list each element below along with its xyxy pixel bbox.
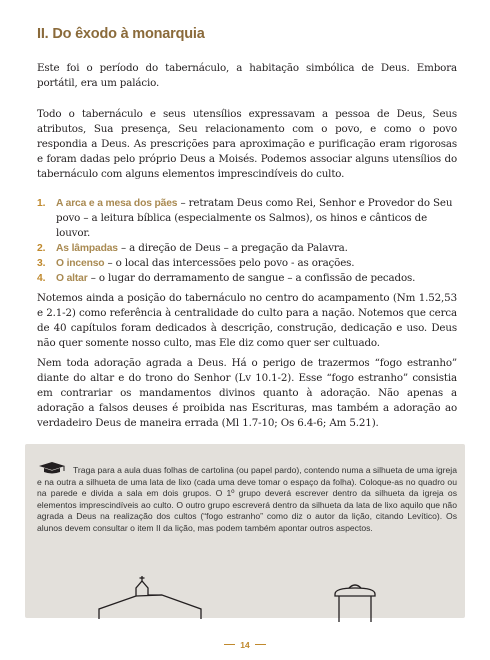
paragraph-intro [37,61,457,91]
footer-dash-left [224,644,235,646]
activity-text: Traga para a aula duas folhas de cartolina (ou papel pardo), contendo numa a silhueta de uma igreja e na outra a silhueta de uma lata de lixo (cada uma deve tomar o espaço da folha). Coloque-as no quadro ou na parede e divida a sala em dois grupos. O 1º grupo deverá escrever dentro da silhueta da igreja os elementos imprescindíveis ao culto. O outro grupo escreverá dentro da silhueta da lata de lixo aquilo que não agrada a Deus na realização dos cultos (“fogo estranho” como diz o autor da lição, citando Levítico). Os alunos devem consultar o item II da lição, mas podem também apontar outros aspectos. [37,465,457,533]
church-silhouette-icon [98,576,202,620]
paragraph-centrality [37,291,457,351]
graduation-cap-icon [37,462,67,474]
list-item [37,241,462,256]
paragraph-strange-fire [37,356,457,431]
footer-dash-right [255,644,266,646]
list-term: O altar [56,273,88,284]
list-text: – retratam Deus como Rei, Senhor e Provedor do Seu povo – a leitura bíblica (especialmente os Salmos), os hinos e cânticos de louvor. [56,197,453,239]
list-term: A arca e a mesa dos pães [56,198,178,209]
section-heading: II. Do êxodo à monarquia [37,26,205,42]
trash-can-silhouette-icon [332,582,378,622]
utensils-list [37,196,462,286]
list-term: O incenso [56,258,105,269]
list-text: – o lugar do derramamento de sangue – a confissão de pecados. [87,272,416,284]
list-item [37,196,462,241]
paragraph-text: Este foi o período do tabernáculo, a habitação simbólica de Deus. Embora portátil, era um palácio. [37,62,457,89]
list-item [37,271,462,286]
paragraph-text: Notemos ainda a posição do tabernáculo no centro do acampamento (Nm 1.52,53 e 2.1-2) como referência à centralidade do culto para a nação. Notemos que cerca de 40 capítulos foram dedicados à descrição, construção, dedicação e uso. Deus não quer somente nosso culto, mas Ele diz como quer ser cultuado. [37,292,457,349]
list-number: 4. [37,273,46,284]
list-term: As lâmpadas [56,243,118,254]
page-number: 14 [240,640,250,650]
list-text: – o local das intercessões pelo povo - as orações. [104,257,355,269]
list-item [37,256,462,271]
list-number: 2. [37,243,46,254]
list-number: 3. [37,258,46,269]
paragraph-text: Todo o tabernáculo e seus utensílios expressavam a pessoa de Deus, Seus atributos, Sua presença, Seu relacionamento com o povo, e como o povo respondia a Deus. As prescrições para aproximação e purificação eram rigorosas e foram dadas pelo próprio Deus a Moisés. Podemos associar alguns utensílios do tabernáculo com alguns elementos imprescindíveis do culto. [37,108,457,180]
list-text: – a direção de Deus – a pregação da Palavra. [117,242,348,254]
page-footer [0,640,490,650]
paragraph-text: Nem toda adoração agrada a Deus. Há o perigo de trazermos “fogo estranho” diante do altar e do trono do Senhor (Lv 10.1-2). Esse “fogo estranho” consistia em contrariar os mandamentos divinos quanto à adoração. Não apenas a adoração a falsos deuses é proibida nas Escrituras, mas também a adoração ao verdadeiro Deus de maneira errada (Ml 1.7-10; Os 6.4-6; Am 5.21). [37,357,457,429]
activity-text-block [37,462,457,535]
list-number: 1. [37,198,46,209]
paragraph-tabernacle [37,107,457,182]
